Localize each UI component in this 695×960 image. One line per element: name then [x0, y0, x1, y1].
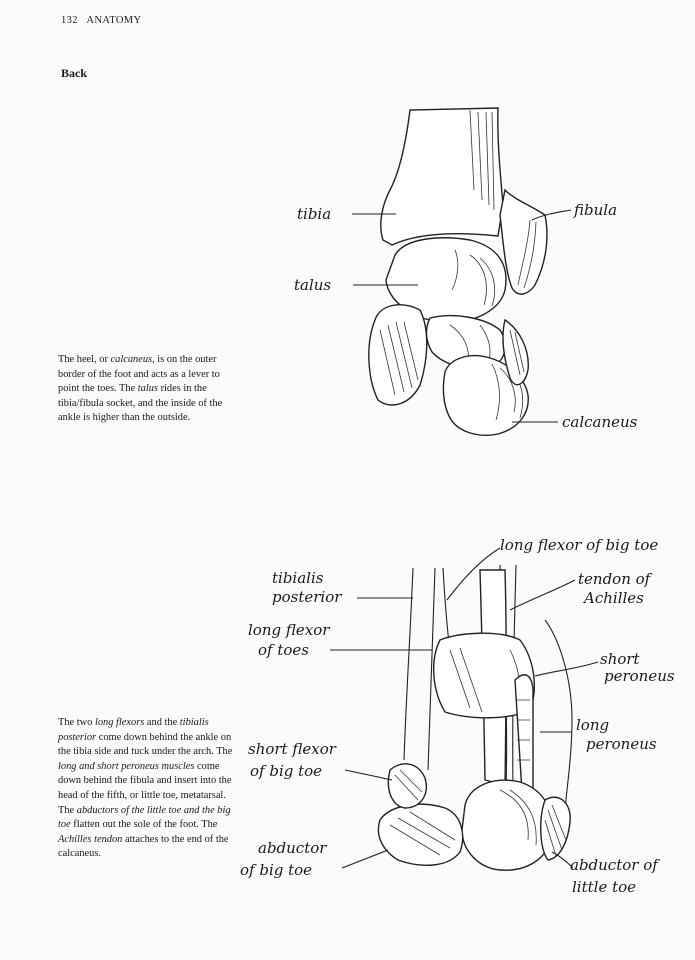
label-long-peroneus-2: peroneus — [586, 735, 657, 753]
label-tibia: tibia — [297, 205, 332, 223]
page-number: 132 — [61, 15, 78, 26]
caption1-fragment: talus — [137, 383, 158, 395]
label-abductor-big-1: abductor — [258, 839, 327, 857]
caption2-fragment: abductors of the little toe and the big toe — [58, 804, 231, 831]
label-short-flexor-2: of big toe — [250, 762, 323, 780]
label-abductor-little-1: abductor of — [570, 856, 658, 874]
label-abductor-little-2: little toe — [572, 878, 637, 896]
caption1-fragment: , is on the outer border of the foot and acts as a lever to point the toes. The — [58, 354, 220, 395]
label-tendon-1: tendon of — [578, 570, 651, 588]
caption2-fragment: and the — [144, 717, 180, 728]
caption1-fragment: rides in the tibia/fibula socket, and the inside of the ankle is higher than the outside. — [58, 383, 223, 424]
caption2-fragment: The two — [58, 717, 95, 728]
tibia-bone — [381, 108, 503, 245]
label-talus: talus — [294, 276, 332, 294]
caption2-fragment: come down behind the fibula and insert into the head of the fifth, or little toe, metatarsal. The — [58, 760, 232, 816]
heel-calcaneus — [462, 780, 553, 870]
caption1-fragment: calcaneus — [110, 354, 153, 365]
figure-ankle-muscles — [378, 565, 572, 870]
caption2-fragment: long and short peroneus muscles — [58, 760, 195, 772]
label-long-peroneus-1: long — [576, 716, 610, 734]
label-abductor-big-2: of big toe — [240, 861, 313, 879]
caption2-fragment: long flexors — [94, 717, 145, 728]
section-title: Back — [61, 66, 88, 80]
caption2-fragment: Achilles tendon — [58, 833, 123, 845]
caption2-fragment: tibialis posterior — [58, 717, 209, 743]
label-tibialis-1: tibialis — [272, 569, 324, 587]
label-long-flexor-big-toe: long flexor of big toe — [500, 536, 659, 554]
label-tibialis-2: posterior — [272, 588, 342, 606]
label-short-peroneus-2: peroneus — [604, 667, 675, 685]
label-calcaneus: calcaneus — [562, 413, 638, 431]
label-short-flexor-1: short flexor — [248, 740, 336, 758]
caption1-fragment: The heel, or — [58, 354, 111, 365]
label-long-flexor-toes-2: of toes — [258, 641, 309, 659]
caption2-fragment: come down behind the ankle on the tibia side and tuck under the arch. The — [58, 731, 233, 758]
caption2-fragment: flatten out the sole of the foot. The — [70, 819, 218, 831]
abductor-little-toe — [541, 797, 570, 860]
label-fibula: fibula — [574, 201, 618, 219]
label-tendon-2: Achilles — [584, 589, 644, 607]
label-long-flexor-toes-1: long flexor — [248, 621, 330, 639]
caption2-fragment: attaches to the end of the calcaneus. — [58, 833, 229, 860]
running-title: ANATOMY — [86, 15, 142, 26]
fibula-bone — [500, 190, 547, 294]
label-short-peroneus-1: short — [600, 650, 640, 668]
abductor-big-toe — [378, 804, 462, 865]
tarsal-bones — [369, 305, 427, 405]
